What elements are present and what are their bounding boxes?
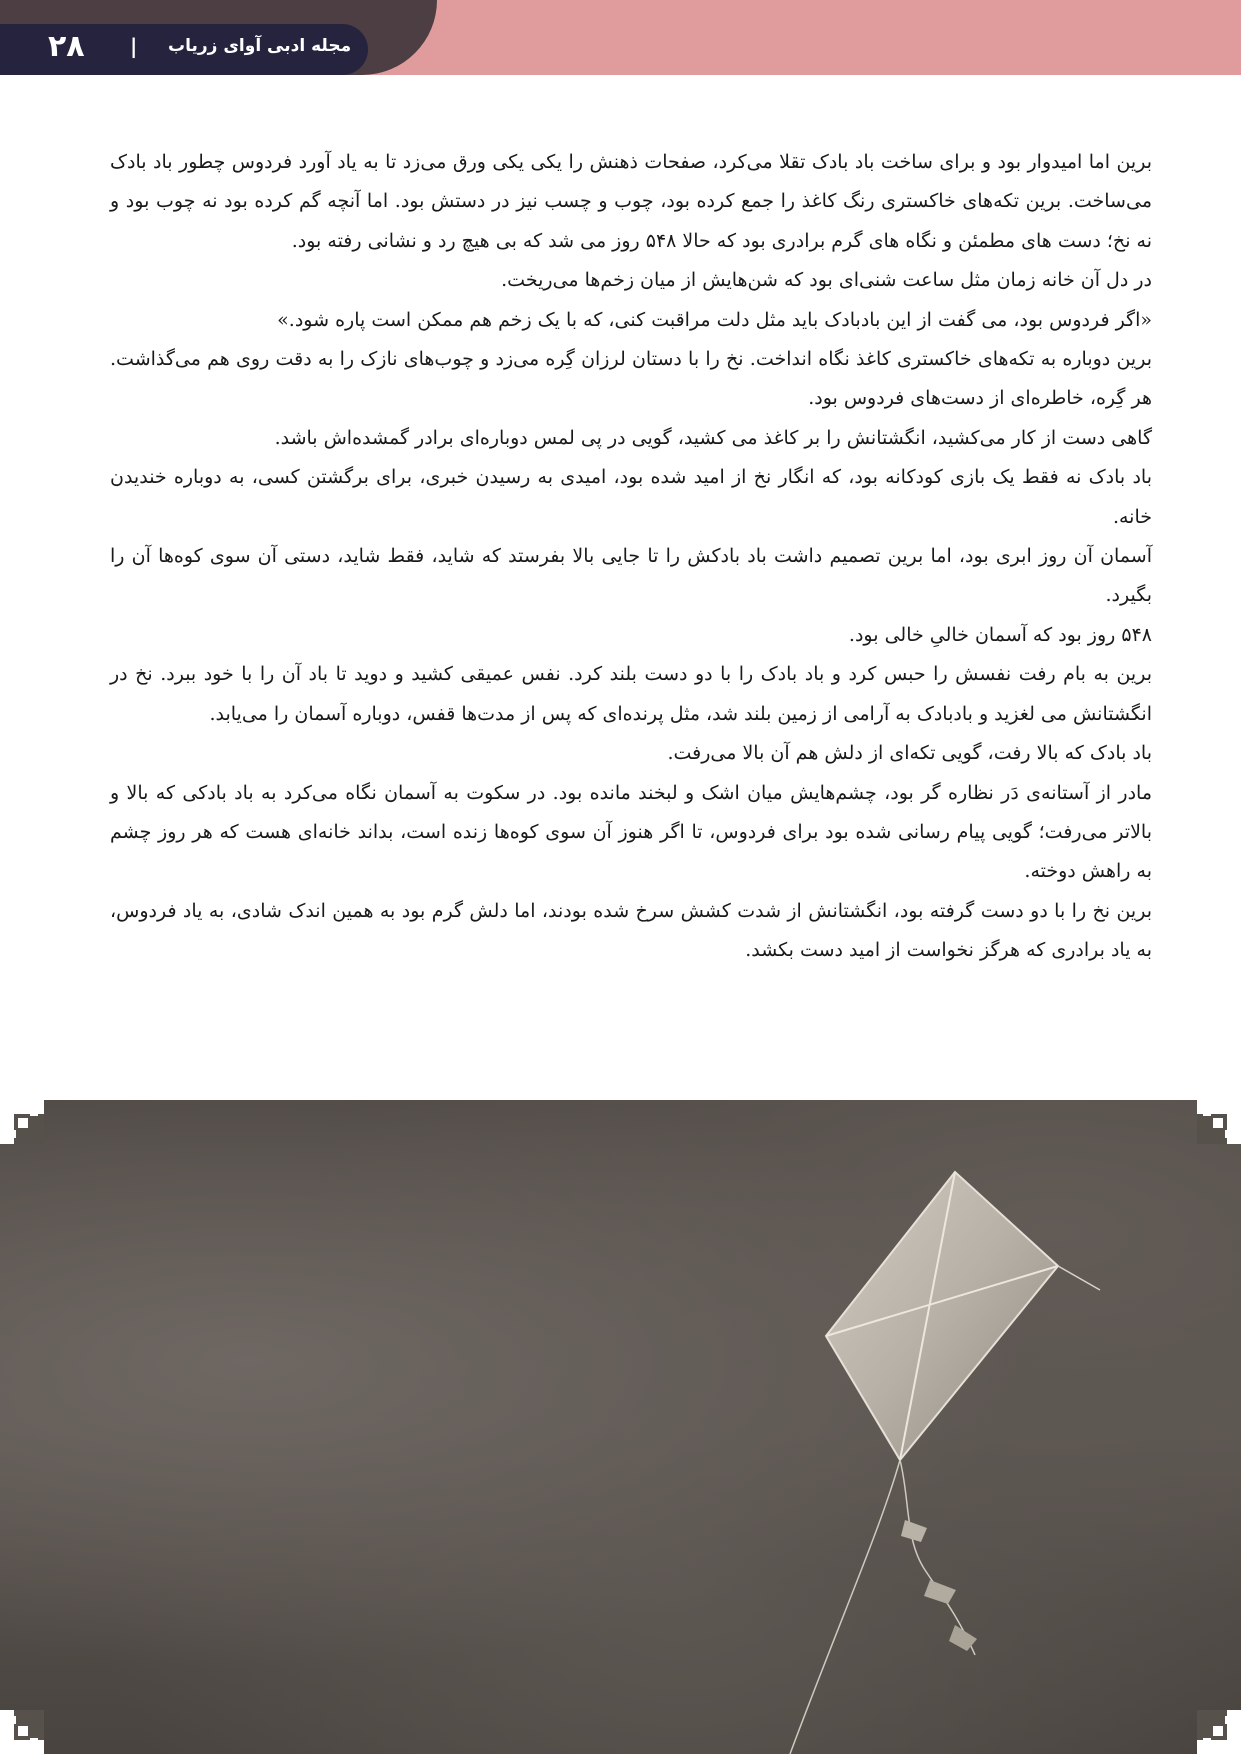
paragraph: آسمان آن روز ابری بود، اما برین تصمیم داشت باد بادکش را تا جایی بالا بفرستد که شاید، فقط شاید، دستی آن سوی کوه‌ها آن را بگیرد. (110, 545, 1152, 607)
header-pill (0, 24, 368, 75)
kite-tail (900, 1460, 975, 1655)
corner-ornament (0, 1100, 44, 1144)
corner-ornament (1197, 1100, 1241, 1144)
tail-bow (924, 1580, 956, 1604)
corner-ornament (1197, 1710, 1241, 1754)
kite-sail (826, 1172, 1058, 1460)
paragraph: ۵۴۸ روز بود که آسمان خالیِ خالی بود. (848, 623, 1152, 646)
paragraph: گاهی دست از کار می‌کشید، انگشتانش را بر کاغذ می کشید، گویی در پی لمس دوباره‌ای برادر گمشده‌اش باشد. (274, 426, 1152, 449)
kite (826, 1172, 1100, 1460)
kite-illustration (0, 1100, 1241, 1754)
article-body (110, 143, 1152, 971)
corner-ornament (0, 1710, 44, 1754)
kite-drawing (0, 1100, 1241, 1754)
paragraph: برین دوباره به تکه‌های خاکستری کاغذ نگاه انداخت. نخ را با دستان لرزان گِره می‌زد و چوب‌های نازک را به دقت روی هم می‌گذاشت. هر گِره، خاطره‌ای از دست‌های فردوس بود. (110, 348, 1152, 410)
magazine-title: مجله ادبی آوای زریاب (168, 36, 352, 56)
tail-bow (901, 1520, 927, 1542)
paragraph: برین اما امیدوار بود و برای ساخت باد بادک تقلا می‌کرد، صفحات ذهنش را یکی یکی ورق می‌زد تا به یاد آورد فردوس چطور باد بادک می‌ساخت. برین تکه‌های خاکستری رنگ کاغذ را جمع کرده بود، چوب و چسب نیز در دستش بود. اما آنچه گم کرده بود نه چوب بود و نه نخ؛ دست های مطمئن و نگاه های گرم برادری بود که حالا ۵۴۸ روز می شد که بی هیچ رد و نشانی رفته بود. (110, 151, 1152, 252)
paragraph: باد بادک نه فقط یک بازی کودکانه بود، که انگار نخ از امید شده بود، امیدی به رسیدن خبری، برای برگشتن کسی، به دوباره خندیدن خانه. (110, 466, 1152, 528)
header-separator: | (130, 34, 138, 58)
paragraph: «اگر فردوس بود، می گفت از این بادبادک باید مثل دلت مراقبت کنی، که با یک زخم هم ممکن است پاره شود.» (277, 308, 1152, 331)
kite-spar-tip (1058, 1266, 1100, 1290)
paragraph: مادر از آستانه‌ی دَر نظاره گر بود، چشم‌هایش میان اشک و لبخند مانده بود. در سکوت به آسمان نگاه می‌کرد به باد بادکی که بالا و بالاتر می‌رفت؛ گویی پیام رسانی شده بود برای فردوس، تا اگر هنوز آن سوی کوه‌ها زنده است، بداند خانه‌ای هست که هر روز چشم به راهش دوخته. (110, 781, 1152, 883)
paragraph: برین به بام رفت نفسش را حبس کرد و باد بادک را با دو دست بلند کرد. نفس عمیقی کشید و دوید تا باد آن را با خود ببرد. نخ در انگشتانش می لغزید و بادبادک به آرامی از زمین بلند شد، مثل پرنده‌ای که پس از مدت‌ها قفس، دوباره آسمان را می‌یابد. (110, 663, 1152, 725)
kite-string (790, 1460, 900, 1754)
paragraph: در دل آن خانه زمان مثل ساعت شنی‌ای بود که شن‌هایش از میان زخم‌ها می‌ریخت. (501, 269, 1152, 292)
paragraph: باد بادک که بالا رفت، گویی تکه‌ای از دلش هم آن بالا می‌رفت. (667, 742, 1152, 765)
paragraph: برین نخ را با دو دست گرفته بود، انگشتانش از شدت کشش سرخ شده بودند، اما دلش گرم بود به همین اندک شادی، به یاد فردوس، به یاد برادری که هرگز نخواست از امید دست بکشد. (110, 899, 1152, 962)
page-number: ۲۸ (48, 29, 85, 64)
